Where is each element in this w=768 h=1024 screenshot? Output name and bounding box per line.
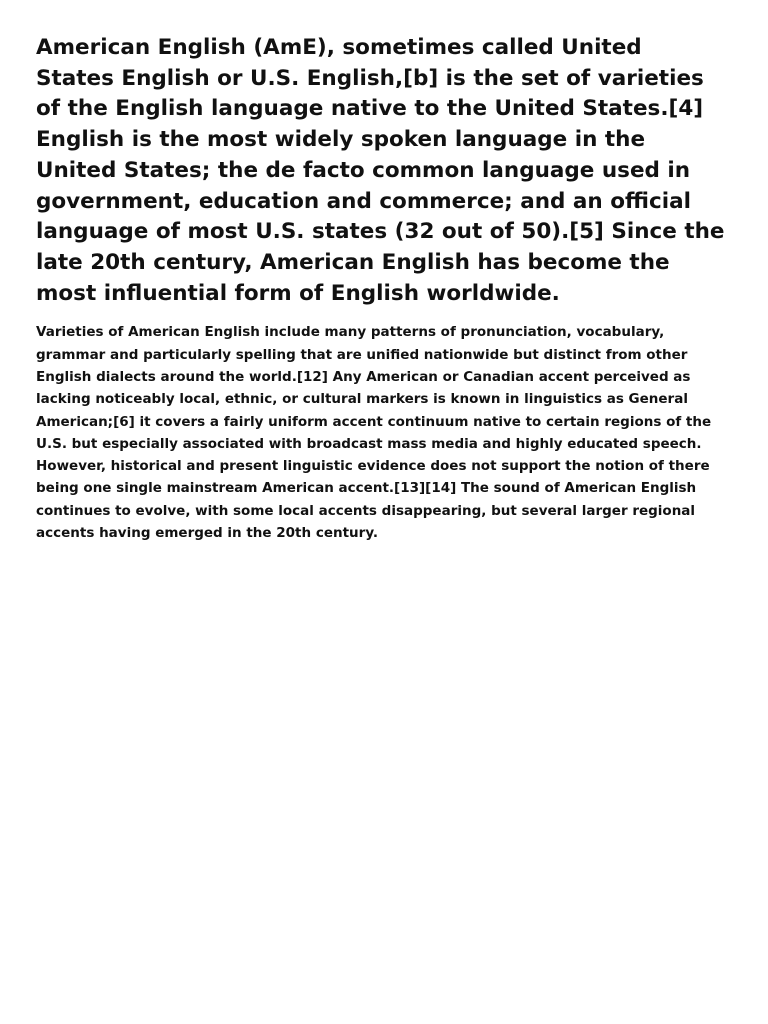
lead-paragraph: American English (AmE), sometimes called United States English or U.S. English,[b] is the set of varieties of the English language native to the United States.[4] English is the most widely spoken language in the United States; the de facto common language used in government, education and commerce; and an official language of most U.S. states (32 out of 50).[5] Since the late 20th century, American English has become the most influential form of English worldwide. <box>36 35 725 306</box>
body-paragraph: Varieties of American English include many patterns of pronunciation, vocabulary, grammar and particularly spelling that are unified nationwide but distinct from other English dialects around the world.[12] Any American or Canadian accent perceived as lacking noticeably local, ethnic, or cultural markers is known in linguistics as General American;[6] it covers a fairly uniform accent continuum native to certain regions of the U.S. but especially associated with broadcast mass media and highly educated speech. However, historical and present linguistic evidence does not support the notion of there being one single mainstream American accent.[13][14] The sound of American English continues to evolve, with some local accents disappearing, but several larger regional accents having emerged in the 20th century. <box>36 324 712 541</box>
document-page <box>36 33 726 544</box>
